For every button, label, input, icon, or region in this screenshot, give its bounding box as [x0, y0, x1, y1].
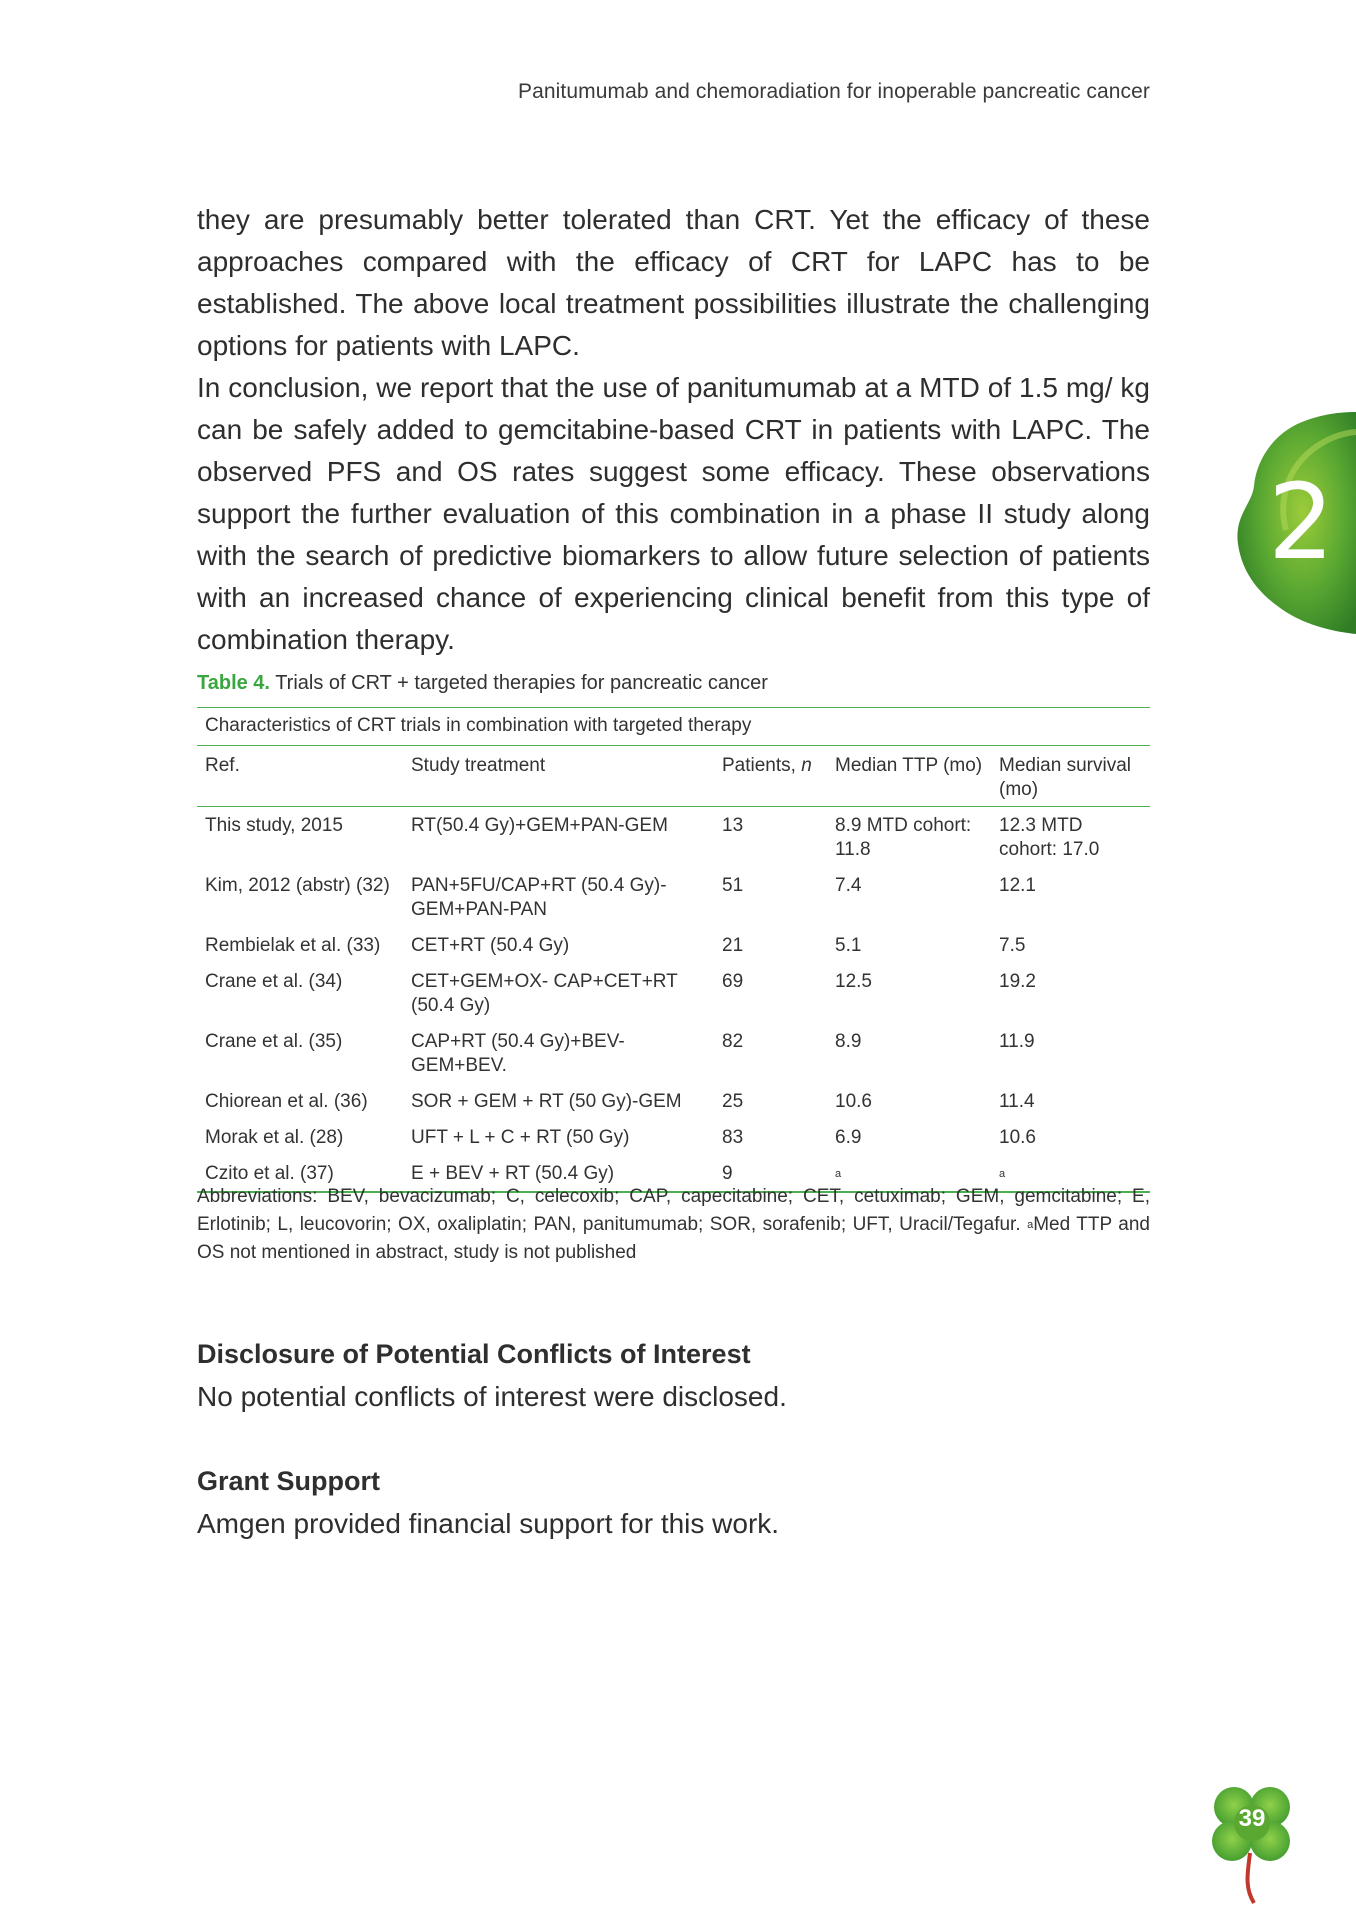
cell-ttp: 7.4: [835, 875, 862, 896]
cell-ref: Kim, 2012 (abstr) (32): [205, 875, 390, 896]
cell-treatment: CET+RT (50.4 Gy): [411, 935, 570, 956]
table-row: [197, 1119, 1150, 1155]
table-abbreviations: [197, 1183, 1150, 1267]
cell-ref: Czito et al. (37): [205, 1163, 334, 1184]
table-4: [197, 707, 1150, 1193]
grant-heading: Grant Support: [197, 1466, 380, 1496]
page-number: 39: [1238, 1805, 1266, 1832]
cell-ttp: 8.9 MTD cohort: 11.8: [835, 815, 972, 860]
cell-survival: 7.5: [999, 935, 1026, 956]
cell-ttp: 10.6: [835, 1091, 872, 1112]
table-caption: [197, 672, 768, 695]
cell-treatment: UFT + L + C + RT (50 Gy): [411, 1127, 630, 1148]
chapter-number: 2: [1268, 461, 1335, 583]
table-row: [197, 807, 1150, 868]
cell-ref: Crane et al. (35): [205, 1031, 343, 1052]
cell-survival: 10.6: [999, 1127, 1036, 1148]
disclosure-text: No potential conflicts of interest were disclosed.: [197, 1381, 787, 1412]
table-title: Characteristics of CRT trials in combination with targeted therapy: [205, 715, 752, 736]
cell-ref: Chiorean et al. (36): [205, 1091, 368, 1112]
table-header-row: [197, 746, 1150, 807]
cell-treatment: RT(50.4 Gy)+GEM+PAN-GEM: [411, 815, 668, 836]
cell-survival: 12.3 MTD cohort: 17.0: [999, 815, 1100, 860]
table-row: [197, 867, 1150, 927]
cell-treatment: E + BEV + RT (50.4 Gy): [411, 1163, 615, 1184]
footnote-mark: a: [999, 1168, 1006, 1180]
footnote-text: Med TTP and OS not mentioned in abstract, study is not published: [197, 1214, 1150, 1263]
cell-patients: 69: [722, 971, 744, 992]
cell-survival: 12.1: [999, 875, 1036, 896]
cell-ref: Morak et al. (28): [205, 1127, 344, 1148]
clover-icon: [1204, 1783, 1300, 1907]
table-row: [197, 927, 1150, 963]
cell-patients: 13: [722, 815, 744, 836]
footnote-mark: a: [835, 1168, 842, 1180]
abbreviations-text: Abbreviations: BEV, bevacizumab; C, celecoxib; CAP, capecitabine; CET, cetuximab; GEM, gemcitabine; E, Erlotinib; L, leucovorin; OX, oxaliplatin; PAN, panitumumab; SOR, sorafenib; UFT, Uracil/Tegafur.: [197, 1186, 1150, 1235]
cell-ttp: 12.5: [835, 971, 872, 992]
header-treatment: Study treatment: [411, 755, 546, 776]
footnote-mark: a: [1027, 1219, 1034, 1231]
cell-ttp: 8.9: [835, 1031, 862, 1052]
cell-patients: 21: [722, 935, 744, 956]
grant-text: Amgen provided financial support for this work.: [197, 1508, 780, 1539]
table-caption-text: Trials of CRT + targeted therapies for pancreatic cancer: [275, 672, 768, 694]
cell-ref: This study, 2015: [205, 815, 344, 836]
cell-patients: 82: [722, 1031, 744, 1052]
cell-ref: Rembielak et al. (33): [205, 935, 381, 956]
cell-ttp: 5.1: [835, 935, 862, 956]
disclosure-heading: Disclosure of Potential Conflicts of Interest: [197, 1339, 751, 1369]
cell-treatment: SOR + GEM + RT (50 Gy)-GEM: [411, 1091, 682, 1112]
cell-patients: 83: [722, 1127, 744, 1148]
trials-table: [197, 746, 1150, 1193]
header-patients-n: n: [801, 755, 812, 776]
table-caption-label: Table 4.: [197, 672, 270, 694]
header-patients: [714, 746, 827, 807]
running-head: Panitumumab and chemoradiation for inoperable pancreatic cancer: [517, 80, 1150, 103]
cell-patients: 51: [722, 875, 744, 896]
cell-treatment: CAP+RT (50.4 Gy)+BEV-GEM+BEV.: [411, 1031, 625, 1076]
cell-ttp: 6.9: [835, 1127, 862, 1148]
table-row: [197, 1083, 1150, 1119]
cell-patients: 25: [722, 1091, 744, 1112]
header-ttp: Median TTP (mo): [835, 755, 983, 776]
header-patients-label: Patients,: [722, 755, 796, 776]
cell-survival: 11.9: [999, 1031, 1035, 1052]
header-ref: Ref.: [205, 755, 240, 776]
cell-ref: Crane et al. (34): [205, 971, 343, 992]
cell-survival: 11.4: [999, 1091, 1035, 1112]
cell-treatment: CET+GEM+OX- CAP+CET+RT (50.4 Gy): [411, 971, 678, 1016]
paragraph-1: they are presumably better tolerated than CRT. Yet the efficacy of these approaches compared with the efficacy of CRT for LAPC has to be established. The above local treatment possibilities illustrate the challenging options for patients with LAPC.: [197, 204, 1150, 361]
table-row: [197, 963, 1150, 1023]
table-row: [197, 1023, 1150, 1083]
cell-survival: 19.2: [999, 971, 1036, 992]
cell-patients: 9: [722, 1163, 733, 1184]
header-survival: Median survival (mo): [999, 755, 1131, 800]
cell-treatment: PAN+5FU/CAP+RT (50.4 Gy)-GEM+PAN-PAN: [411, 875, 667, 920]
paragraph-2: In conclusion, we report that the use of panitumumab at a MTD of 1.5 mg/ kg can be safely added to gemcitabine-based CRT in patients with LAPC. The observed PFS and OS rates suggest some efficacy. These observations support the further evaluation of this combination in a phase II study along with the search of predictive biomarkers to allow future selection of patients with an increased chance of experiencing clinical benefit from this type of combination therapy.: [197, 372, 1150, 655]
